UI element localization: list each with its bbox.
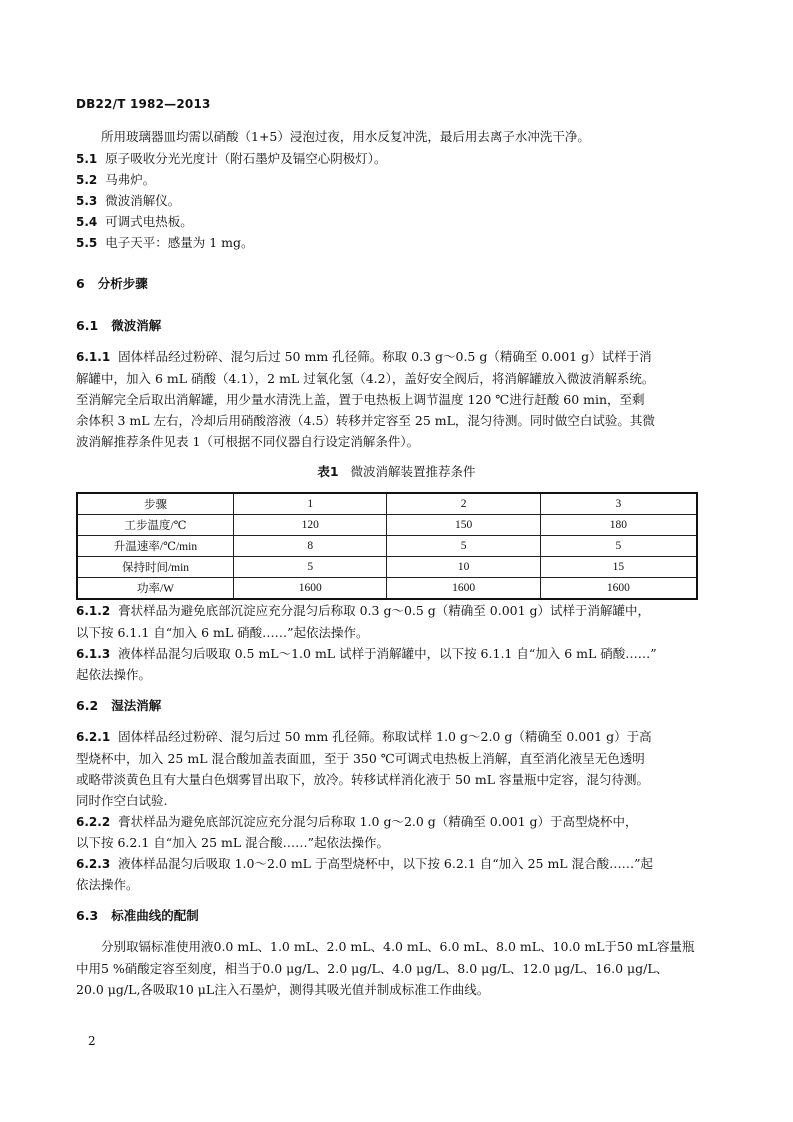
paragraph-line: 至消解完全后取出消解罐，用少量水清洗上盖，置于电热板上调节温度 120 ℃进行赶酸 60 min，至剩 (76, 392, 645, 407)
table-row (77, 515, 697, 536)
table-cell: 5 (387, 536, 540, 557)
table-cell: 保持时间/min (77, 557, 234, 578)
table-cell: 1 (234, 493, 387, 515)
clause-number: 6.2.3 (76, 857, 111, 871)
table-cell: 1600 (540, 578, 697, 600)
paragraph-line (76, 729, 652, 745)
clause-number: 6.1.3 (76, 647, 111, 661)
table-cell: 2 (387, 493, 540, 515)
paragraph-line: 所用玻璃器皿均需以硝酸（1+5）浸泡过夜，用水反复冲洗，最后用去离子水冲洗干净。 (101, 129, 590, 144)
table-cell: 15 (540, 557, 697, 578)
list-item (76, 172, 155, 188)
clause-number: 5.4 (76, 215, 98, 229)
paragraph-line: 依法操作。 (76, 877, 139, 892)
clause-number: 6.2.2 (76, 815, 111, 829)
section-title: 标准曲线的配制 (111, 908, 199, 923)
table-row (77, 578, 697, 600)
section-title: 分析步骤 (97, 276, 148, 291)
section-number: 6 (76, 276, 85, 291)
table-cell: 步骤 (77, 493, 234, 515)
section-number: 6.1 (76, 318, 99, 333)
table-caption (0, 462, 793, 480)
table-cell: 1600 (387, 578, 540, 600)
clause-number: 6.2.1 (76, 730, 111, 744)
paragraph-line: 中用5 %硝酸定容至刻度，相当于0.0 μg/L、2.0 μg/L、4.0 μg/L、8.0 μg/L、12.0 μg/L、16.0 μg/L、 (76, 961, 669, 976)
clause-text: 液体样品混匀后吸取 0.5 mL～1.0 mL 试样于消解罐中，以下按 6.1.1 自“加入 6 mL 硝酸……” (118, 646, 657, 661)
clause-number: 6.1.2 (76, 604, 111, 618)
table-cell: 升温速率/℃/min (77, 536, 234, 557)
subsection-heading (76, 318, 161, 334)
paragraph-line: 分别取镉标准使用液0.0 mL、1.0 mL、2.0 mL、4.0 mL、6.0 mL、8.0 mL、10.0 mL于50 mL容量瓶 (101, 939, 695, 954)
table-row (77, 536, 697, 557)
clause-number: 5.1 (76, 152, 98, 166)
table-row (77, 493, 697, 515)
section-number: 6.3 (76, 908, 99, 923)
table-number: 表1 (317, 464, 339, 479)
clause-text: 可调式电热板。 (105, 214, 193, 229)
paragraph-line (76, 349, 652, 365)
table-cell: 8 (234, 536, 387, 557)
clause-number: 5.2 (76, 173, 98, 187)
subsection-heading (76, 908, 199, 924)
list-item (76, 235, 253, 251)
clause-text: 固体样品经过粉碎、混匀后过 50 mm 孔径筛。称取试样 1.0 g～2.0 g（精确至 0.001 g）于高 (118, 729, 652, 744)
conditions-table (76, 492, 698, 600)
clause-text: 马弗炉。 (105, 172, 156, 187)
table-cell: 工步温度/℃ (77, 515, 234, 536)
paragraph-line: 同时作空白试验. (76, 793, 168, 808)
section-title: 湿法消解 (111, 698, 162, 713)
table-cell: 3 (540, 493, 697, 515)
table-cell: 120 (234, 515, 387, 536)
paragraph-line (76, 603, 650, 619)
table-cell: 10 (387, 557, 540, 578)
paragraph-line: 起依法操作。 (76, 667, 152, 682)
paragraph-line: 解罐中，加入 6 mL 硝酸（4.1），2 mL 过氧化氢（4.2），盖好安全阀后，将消解罐放入微波消解系统。 (76, 371, 655, 386)
clause-text: 原子吸收分光光度计（附石墨炉及镉空心阴极灯）。 (105, 151, 387, 166)
table-cell: 功率/W (77, 578, 234, 600)
table-cell: 1600 (234, 578, 387, 600)
clause-text: 固体样品经过粉碎、混匀后过 50 mm 孔径筛。称取 0.3 g～0.5 g（精确至 0.001 g）试样于消 (118, 349, 652, 364)
paragraph-line: 以下按 6.1.1 自“加入 6 mL 硝酸……”起依法操作。 (76, 625, 369, 640)
clause-number: 5.3 (76, 194, 98, 208)
table-row (77, 557, 697, 578)
clause-text: 微波消解仪。 (105, 193, 181, 208)
section-heading (76, 276, 148, 292)
table-cell: 180 (540, 515, 697, 536)
paragraph-line: 或略带淡黄色且有大量白色烟雾冒出取下，放冷。转移试样消化液于 50 mL 容量瓶中定容，混匀待测。 (76, 772, 649, 787)
list-item (76, 214, 193, 230)
table-cell: 5 (234, 557, 387, 578)
paragraph-line (76, 646, 657, 662)
paragraph-line: 20.0 μg/L,各吸取10 μL注入石墨炉，测得其吸光值并制成标准工作曲线。 (76, 982, 490, 997)
clause-text: 膏状样品为避免底部沉淀应充分混匀后称取 0.3 g～0.5 g（精确至 0.001 g）试样于消解罐中， (118, 603, 651, 618)
paragraph-line: 以下按 6.2.1 自“加入 25 mL 混合酸……”起依法操作。 (76, 835, 390, 850)
paragraph-line: 型烧杯中，加入 25 mL 混合酸加盖表面皿，至于 350 ℃可调式电热板上消解，直至消化液呈无色透明 (76, 751, 645, 766)
table-cell: 150 (387, 515, 540, 536)
subsection-heading (76, 698, 161, 714)
table-title: 微波消解装置推荐条件 (350, 464, 476, 479)
list-item (76, 151, 386, 167)
paragraph-line: 波消解推荐条件见表 1（可根据不同仪器自行设定消解条件）。 (76, 434, 420, 449)
page-number: 2 (88, 1034, 96, 1048)
section-number: 6.2 (76, 698, 99, 713)
paragraph-line: 余体积 3 mL 左右，冷却后用硝酸溶液（4.5）转移并定容至 25 mL，混匀待测。同时做空白试验。其微 (76, 413, 655, 428)
list-item (76, 193, 180, 209)
section-title: 微波消解 (111, 318, 162, 333)
clause-number: 6.1.1 (76, 350, 111, 364)
clause-text: 液体样品混匀后吸取 1.0～2.0 mL 于高型烧杯中，以下按 6.2.1 自“加入 25 mL 混合酸……”起 (118, 856, 653, 871)
table-cell: 5 (540, 536, 697, 557)
standard-code-header: DB22/T 1982—2013 (76, 97, 211, 111)
clause-text: 电子天平：感量为 1 mg。 (105, 235, 254, 250)
clause-text: 膏状样品为避免底部沉淀应充分混匀后称取 1.0 g～2.0 g（精确至 0.001 g）于高型烧杯中， (118, 814, 638, 829)
paragraph-line (76, 814, 638, 830)
paragraph-line (76, 856, 653, 872)
clause-number: 5.5 (76, 236, 98, 250)
